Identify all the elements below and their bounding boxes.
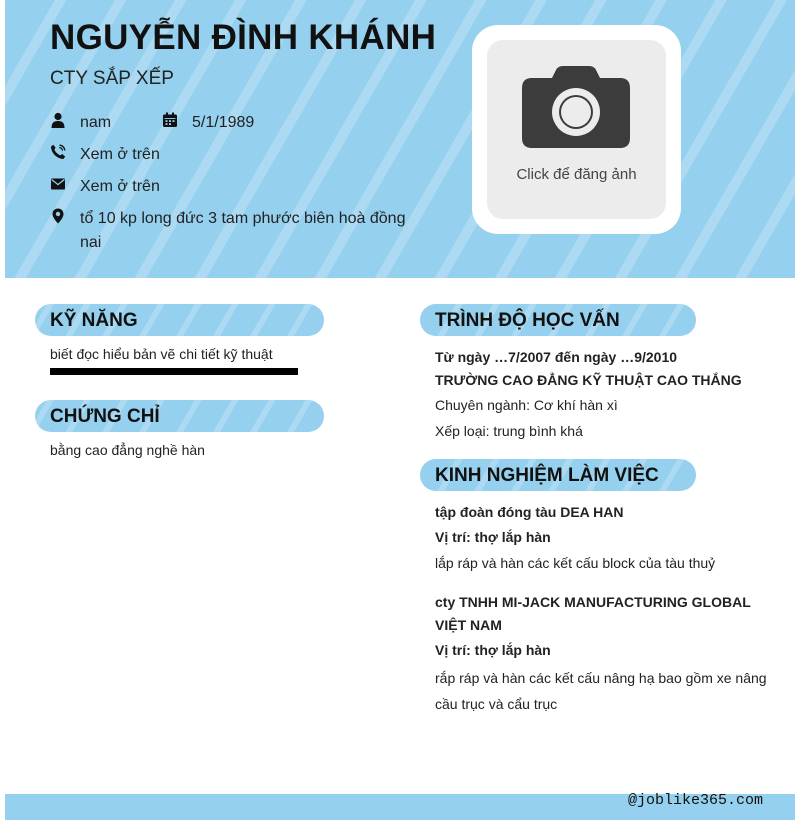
experience-title: KINH NGHIỆM LÀM VIỆC xyxy=(420,459,696,491)
job-description[interactable]: lắp ráp và hàn các kết cấu block của tàu thuỷ xyxy=(435,555,716,571)
phone-value[interactable]: Xem ở trên xyxy=(80,146,160,163)
calendar-icon xyxy=(162,112,178,128)
birthdate-row xyxy=(162,111,312,135)
candidate-name: NGUYỄN ĐÌNH KHÁNH xyxy=(50,18,437,57)
education-school[interactable]: TRƯỜNG CAO ĐẲNG KỸ THUẬT CAO THẮNG xyxy=(435,372,742,388)
skills-title: KỸ NĂNG xyxy=(35,304,324,336)
user-icon xyxy=(50,112,66,128)
map-marker-icon xyxy=(50,208,66,224)
birthdate-value[interactable]: 5/1/1989 xyxy=(192,114,255,131)
gender-row xyxy=(50,111,160,135)
photo-placeholder[interactable] xyxy=(487,40,666,219)
job-role[interactable]: Vị trí: thợ lắp hàn xyxy=(435,529,551,545)
gender-value[interactable]: nam xyxy=(80,114,112,131)
certificates-title: CHỨNG CHỈ xyxy=(35,400,324,432)
job-role[interactable]: Vị trí: thợ lắp hàn xyxy=(435,642,551,658)
skill-level-bar xyxy=(50,368,298,375)
footer-watermark: @joblike365.com xyxy=(627,792,763,809)
certificate-item[interactable]: bằng cao đẳng nghề hàn xyxy=(50,442,205,458)
job-description[interactable]: rắp ráp và hàn các kết cấu nâng hạ bao gồm xe nâng cầu trục và cẩu trục xyxy=(435,670,767,712)
phone-row xyxy=(50,143,410,167)
email-row xyxy=(50,175,410,199)
phone-icon xyxy=(50,144,66,160)
education-grade[interactable]: Xếp loại: trung bình khá xyxy=(435,423,583,439)
applied-position[interactable]: CTY SẮP XẾP xyxy=(50,68,174,89)
job-company[interactable]: cty TNHH MI-JACK MANUFACTURING GLOBAL VIỆT NAM xyxy=(435,594,751,633)
education-title: TRÌNH ĐỘ HỌC VẤN xyxy=(420,304,696,336)
education-period[interactable]: Từ ngày …7/2007 đến ngày …9/2010 xyxy=(435,349,678,365)
envelope-icon xyxy=(50,176,66,192)
skill-item-name[interactable]: biết đọc hiểu bản vẽ chi tiết kỹ thuật xyxy=(50,346,273,362)
camera-icon xyxy=(522,66,630,148)
address-row xyxy=(50,207,420,257)
education-major[interactable]: Chuyên ngành: Cơ khí hàn xì xyxy=(435,397,618,413)
photo-caption: Click để đăng ảnh xyxy=(516,166,637,183)
address-value[interactable]: tổ 10 kp long đức 3 tam phước biên hoà đồng nai xyxy=(80,210,406,251)
cv-header xyxy=(5,0,795,278)
photo-upload[interactable] xyxy=(472,25,681,234)
email-value[interactable]: Xem ở trên xyxy=(80,178,160,195)
footer-bar xyxy=(5,794,795,820)
job-company[interactable]: tập đoàn đóng tàu DEA HAN xyxy=(435,504,624,520)
